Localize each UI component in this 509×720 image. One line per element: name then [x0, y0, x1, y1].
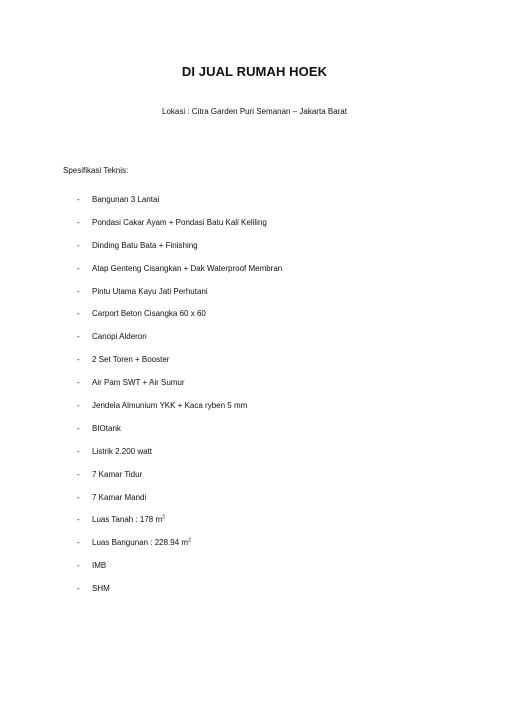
spec-item-label: Luas Bangunan : 228.94 m	[92, 538, 189, 548]
spec-item-label: Luas Tanah : 178 m	[92, 515, 163, 525]
spec-item-label: Listrik 2.200 watt	[92, 446, 153, 456]
spec-item	[0, 332, 509, 355]
bullet-dash: -	[77, 378, 80, 388]
bullet-dash: -	[77, 217, 80, 227]
spec-item	[0, 218, 509, 241]
spec-item-label: BIOtank	[92, 423, 121, 433]
spec-item-text	[92, 470, 142, 480]
bullet-dash: -	[77, 469, 80, 479]
spec-item-label: Canopi Alderon	[92, 332, 147, 342]
bullet-dash: -	[77, 263, 80, 273]
bullet-dash: -	[77, 584, 80, 594]
spec-item	[0, 424, 509, 447]
spec-item-text	[92, 241, 198, 251]
bullet-dash: -	[77, 286, 80, 296]
spec-item-label: Carport Beton Cisangka 60 x 60	[92, 309, 206, 319]
spec-item-label: Dinding Batu Bata + Finishing	[92, 240, 198, 250]
bullet-dash: -	[77, 538, 80, 548]
spec-item-label: Bangunan 3 Lantai	[92, 195, 160, 204]
bullet-dash: -	[77, 355, 80, 365]
unit-superscript: 2	[162, 514, 165, 521]
spec-item-label: Jendela Almunium YKK + Kaca ryben 5 mm	[92, 401, 248, 411]
spec-item-label: IMB	[92, 561, 107, 571]
spec-item	[0, 561, 509, 584]
spec-item-text	[92, 493, 146, 503]
bullet-dash: -	[77, 401, 80, 411]
spec-item	[0, 241, 509, 264]
spec-item	[0, 287, 509, 310]
spec-item-text	[92, 401, 247, 411]
spec-item-text	[92, 264, 282, 274]
spec-item-text	[92, 447, 152, 457]
spec-item-label: Air Pam SWT + Air Sumur	[92, 378, 185, 388]
bullet-dash: -	[77, 423, 80, 433]
spec-item	[0, 470, 509, 493]
spec-item-text	[92, 195, 159, 205]
spec-item-text	[92, 584, 110, 594]
spec-item-label: 7 Kamar Mandi	[92, 492, 147, 502]
location-line: Lokasi : Citra Garden Puri Semanan – Jakarta Barat	[162, 107, 347, 116]
bullet-dash: -	[77, 492, 80, 502]
spec-item-label: 2 Set Toren + Booster	[92, 355, 170, 365]
spec-item-label: Pondasi Cakar Ayam + Pondasi Batu Kali Keliling	[92, 217, 267, 227]
spec-item-text	[92, 287, 208, 297]
spec-item-text	[92, 538, 191, 548]
spec-item-text	[92, 561, 106, 571]
bullet-dash: -	[77, 195, 80, 204]
spec-item-text	[92, 355, 169, 365]
bullet-dash: -	[77, 240, 80, 250]
spec-item-label: 7 Kamar Tidur	[92, 469, 143, 479]
spec-item	[0, 355, 509, 378]
bullet-dash: -	[77, 446, 80, 456]
spec-item-text	[92, 309, 206, 319]
spec-item	[0, 378, 509, 401]
spec-item	[0, 447, 509, 470]
spec-item	[0, 493, 509, 516]
spec-item-text	[92, 218, 267, 228]
spec-item-label: Atap Genteng Cisangkan + Dak Waterproof Membran	[92, 263, 283, 273]
page-title: DI JUAL RUMAH HOEK	[181, 64, 328, 79]
spec-item-text	[92, 378, 185, 388]
spec-item	[0, 264, 509, 287]
spec-item	[0, 584, 509, 607]
spec-heading: Spesifikasi Teknis:	[63, 166, 129, 175]
spec-item	[0, 195, 509, 218]
spec-item	[0, 309, 509, 332]
unit-superscript: 2	[188, 537, 191, 544]
spec-item-text	[92, 332, 147, 342]
spec-item-label: SHM	[92, 584, 110, 594]
spec-item	[0, 538, 509, 561]
spec-item-text	[92, 515, 165, 525]
bullet-dash: -	[77, 309, 80, 319]
bullet-dash: -	[77, 515, 80, 525]
spec-list	[0, 195, 509, 607]
spec-item	[0, 401, 509, 424]
spec-item-text	[92, 424, 121, 434]
spec-item	[0, 515, 509, 538]
spec-item-label: Pintu Utama Kayu Jati Perhutani	[92, 286, 208, 296]
bullet-dash: -	[77, 332, 80, 342]
bullet-dash: -	[77, 561, 80, 571]
